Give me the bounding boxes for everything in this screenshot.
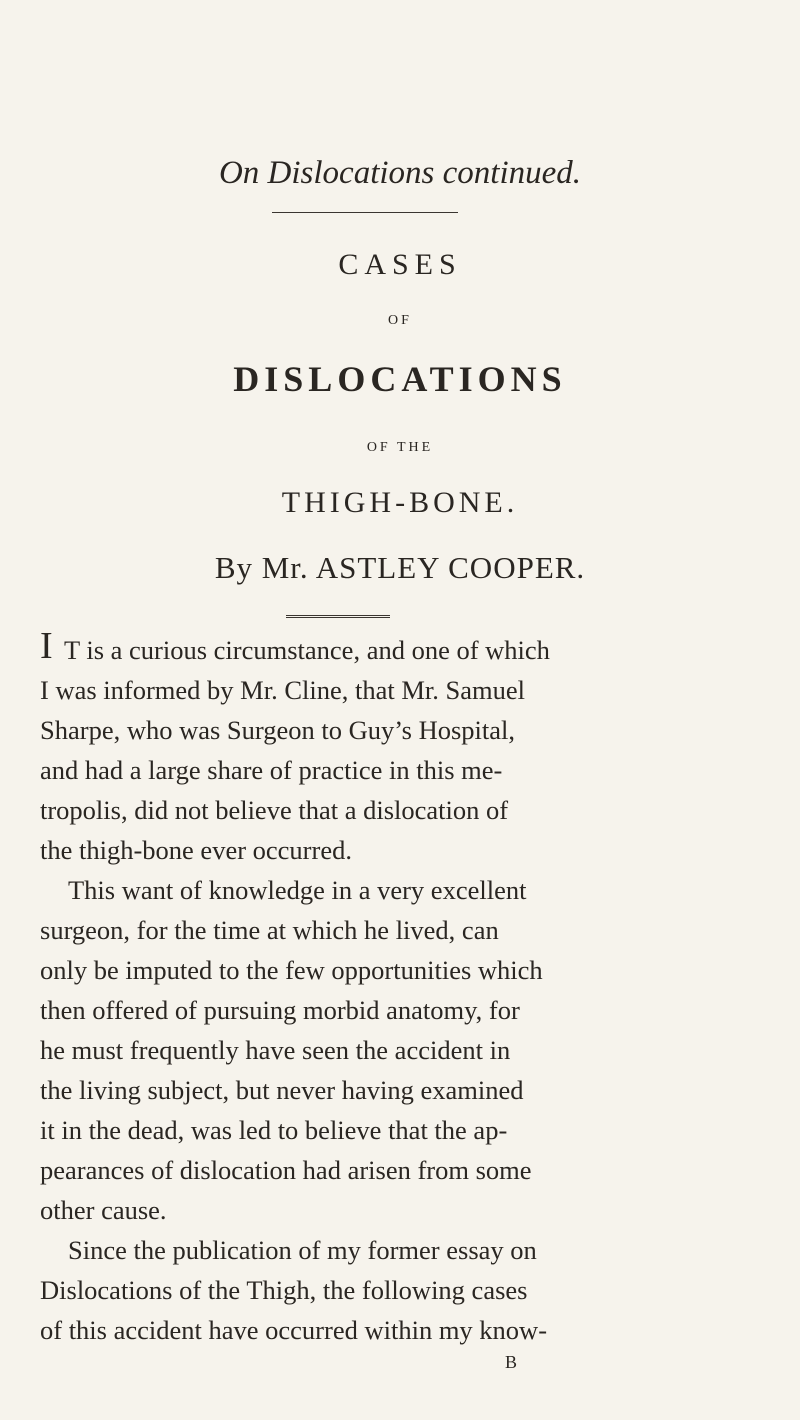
running-head: On Dislocations continued.	[218, 155, 582, 191]
title-rule	[272, 212, 458, 213]
body-line-text: only be imputed to the few opportunities which	[40, 955, 543, 985]
body-line-text: the living subject, but never having examined	[40, 1075, 524, 1105]
section-rule	[286, 615, 390, 618]
author-byline: By Mr. ASTLEY COOPER.	[214, 550, 586, 585]
body-line-text: it in the dead, was led to believe that the ap-	[40, 1115, 508, 1145]
body-line-text: tropolis, did not believe that a dislocation of	[40, 795, 509, 825]
body-line-text: I was informed by Mr. Cline, that Mr. Samuel	[40, 675, 526, 705]
body-line-text: other cause.	[40, 1195, 167, 1225]
signature-mark: B	[505, 1352, 518, 1372]
body-line-text: Since the publication of my former essay on	[68, 1235, 537, 1265]
title-line-cases: CASES	[338, 248, 462, 281]
body-line-text: he must frequently have seen the accident in	[40, 1035, 511, 1065]
body-line-text: Sharpe, who was Surgeon to Guy’s Hospital,	[40, 715, 516, 745]
title-line-thigh-bone: THIGH-BONE.	[281, 486, 519, 519]
body-line-text: of this accident have occurred within my know-	[40, 1315, 548, 1345]
body-line-text: pearances of dislocation had arisen from some	[40, 1155, 532, 1185]
body-line-text: Dislocations of the Thigh, the following cases	[40, 1275, 528, 1305]
drop-cap: I	[40, 625, 53, 667]
title-line-dislocations: DISLOCATIONS	[233, 359, 567, 399]
body-line-text: the thigh-bone ever occurred.	[40, 835, 352, 865]
body-line-text: and had a large share of practice in this me-	[40, 755, 503, 785]
title-line-of: OF	[388, 313, 412, 328]
body-line-text: This want of knowledge in a very excellent	[68, 875, 527, 905]
body-line-text: T is a curious circumstance, and one of which	[64, 635, 550, 665]
title-line-of-the: OF THE	[366, 440, 434, 455]
body-line-text: surgeon, for the time at which he lived, can	[40, 915, 499, 945]
body-line-text: then offered of pursuing morbid anatomy, for	[40, 995, 520, 1025]
